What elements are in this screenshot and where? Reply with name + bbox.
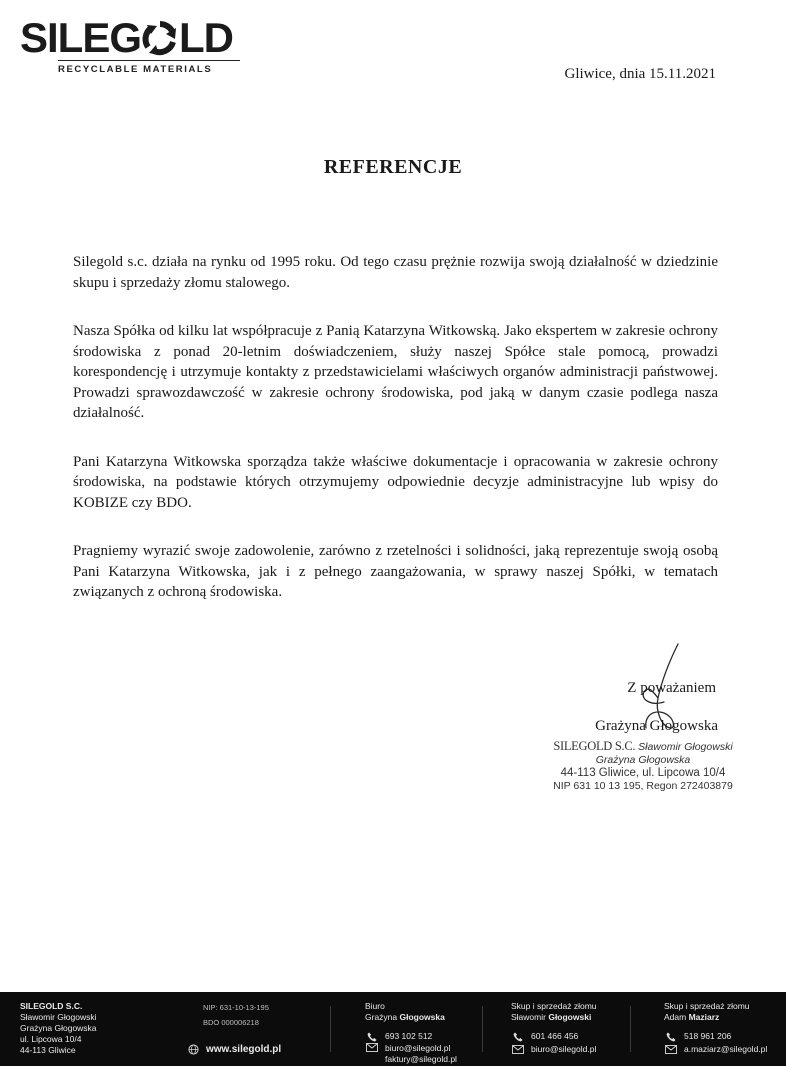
company-stamp <box>548 740 738 793</box>
logo-wordmark-right: LD <box>179 14 234 61</box>
company-logo <box>20 16 270 75</box>
paragraph-4: Pragniemy wyrazić swoje zadowolenie, zarówno z rzetelności i solidności, jaką reprezentuje swoją osobą Pani Katarzyna Witkowska, jak i z pełnego zaangażowania, w sprawy naszej Spółki, w tematach związanych z ochroną środowiska. <box>73 543 718 600</box>
footer-bdo: BDO 000006218 <box>203 1018 259 1027</box>
footer-office-label: Biuro <box>365 1001 385 1011</box>
paragraph-2: Nasza Spółka od kilku lat współpracuje z Panią Katarzyna Witkowską. Jako ekspertem w zakresie ochrony środowiska z ponad 20-letnim doświadczeniem, służy naszej Spółce stale pomocą, prowadzi korespondencję i utrzymuje kontakty z przedstawicielami właściwych organów administracji państwowej. Prowadzi sprawozdawczość w zakresie ochrony środowiska, pod jaką w danym czasie podlega nasza działalność. <box>73 323 718 421</box>
footer-company-line: ul. Lipcowa 10/4 <box>20 1034 82 1044</box>
mail-icon <box>365 1043 379 1052</box>
phone-icon <box>365 1032 379 1042</box>
footer-sales-1-email[interactable]: biuro@silegold.pl <box>531 1044 597 1054</box>
footer-divider <box>330 1006 331 1052</box>
signer-name: Grażyna Głogowska <box>595 718 718 734</box>
footer-sales-2-first-name: Adam <box>664 1012 687 1022</box>
footer-sales-1-label: Skup i sprzedaż złomu <box>511 1001 597 1011</box>
letter-body <box>73 252 718 631</box>
footer-divider <box>630 1006 631 1052</box>
footer-sales-2-last-name: Maziarz <box>688 1012 720 1022</box>
phone-icon <box>664 1032 678 1042</box>
globe-icon <box>188 1044 199 1055</box>
page-footer <box>0 992 786 1066</box>
paragraph-1: Silegold s.c. działa na rynku od 1995 roku. Od tego czasu prężnie rozwija swoją działalność w dziedzinie skupu i sprzedaży złomu stalowego. <box>73 254 718 291</box>
letter-date: Gliwice, dnia 15.11.2021 <box>564 66 716 82</box>
footer-sales-2-email[interactable]: a.maziarz@silegold.pl <box>684 1044 768 1054</box>
footer-company-line: Grażyna Głogowska <box>20 1023 97 1033</box>
footer-sales-1-phone[interactable]: 601 466 456 <box>531 1031 579 1041</box>
stamp-address: 44-113 Gliwice, ul. Lipcowa 10/4 <box>560 767 726 779</box>
footer-sales-1 <box>511 1001 597 1055</box>
mail-icon <box>511 1045 525 1054</box>
footer-office-phone[interactable]: 693 102 512 <box>385 1031 433 1041</box>
logo-wordmark <box>20 16 270 60</box>
footer-company-name: SILEGOLD S.C. <box>20 1001 83 1011</box>
paragraph-3: Pani Katarzyna Witkowska sporządza także właściwe dokumentacje i opracowania w zakresie ochrony środowiska, na podstawie których otrzymujemy odpowiednie decyzje administracyjne lub wpisy do KOBIZE czy BDO. <box>73 453 718 511</box>
footer-registry <box>203 1002 269 1028</box>
footer-sales-2 <box>664 1001 767 1055</box>
mail-icon <box>664 1045 678 1054</box>
footer-office-last-name: Głogowska <box>399 1012 445 1022</box>
footer-company-line: Sławomir Głogowski <box>20 1012 97 1022</box>
phone-icon <box>511 1032 525 1042</box>
footer-office-email-1[interactable]: biuro@silegold.pl <box>385 1043 451 1053</box>
footer-company-line: 44-113 Gliwice <box>20 1045 76 1055</box>
footer-nip: NIP: 631-10-13-195 <box>203 1003 269 1012</box>
logo-tagline: RECYCLABLE MATERIALS <box>58 60 240 75</box>
logo-wordmark-left: SILEG <box>20 14 142 61</box>
footer-sales-1-first-name: Sławomir <box>511 1012 546 1022</box>
footer-office-first-name: Grażyna <box>365 1012 398 1022</box>
stamp-person-1: Sławomir Głogowski <box>638 741 733 753</box>
document-title: REFERENCJE <box>323 156 463 178</box>
stamp-company: SILEGOLD S.C. <box>553 739 636 753</box>
footer-office <box>365 1001 457 1065</box>
stamp-person-2: Grażyna Głogowska <box>595 754 691 766</box>
footer-company <box>20 1001 97 1056</box>
recycle-o-icon <box>142 20 178 56</box>
footer-website[interactable] <box>188 1044 281 1055</box>
footer-office-email-2[interactable]: faktury@silegold.pl <box>385 1054 457 1064</box>
footer-website-link[interactable]: www.silegold.pl <box>206 1044 282 1055</box>
footer-sales-2-label: Skup i sprzedaż złomu <box>664 1001 750 1011</box>
footer-sales-2-phone[interactable]: 518 961 206 <box>684 1031 732 1041</box>
closing-salutation: Z poważaniem <box>627 680 716 696</box>
footer-divider <box>482 1006 483 1052</box>
footer-sales-1-last-name: Głogowski <box>548 1012 592 1022</box>
stamp-ids: NIP 631 10 13 195, Regon 272403879 <box>553 780 733 792</box>
